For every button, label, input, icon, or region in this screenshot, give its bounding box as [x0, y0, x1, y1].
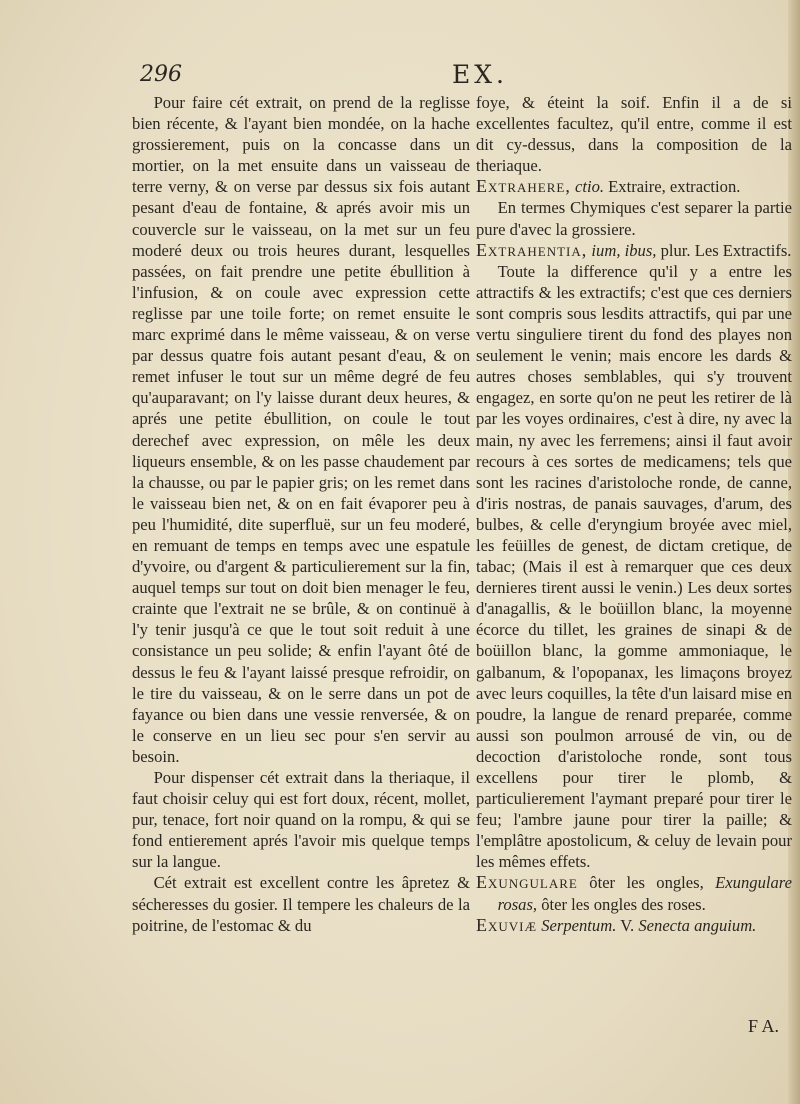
- entry-latin: Senecta anguium.: [638, 915, 757, 935]
- entry-headword: Extrahere,: [476, 176, 571, 197]
- running-head: EX.: [452, 60, 508, 89]
- right-column: [476, 92, 792, 936]
- entry-definition: ôter les ongles,: [589, 873, 704, 893]
- paragraph: Cét extrait est excellent contre les âpretez & sécheresses du gosier. Il tempere les chaleurs de la poitrine, de l'estomac & du: [132, 873, 470, 935]
- page-number: 296: [140, 62, 182, 87]
- entry-definition: Extraire, extraction.: [608, 177, 741, 197]
- entry-reference: V.: [620, 915, 635, 935]
- entry-latin: Exungulare rosas,: [497, 873, 792, 914]
- paragraph: Pour faire cét extrait, on prend de la reglisse bien récente, & l'ayant bien mondée, on la hache grossierement, puis on la concasse dans un mortier, on la met ensuite dans un vaisseau de terre verny, & on verse par dessus six fois autant pesant d'eau de fontaine, & aprés avoir mis un couvercle sur le vaisseau, on la met sur un feu moderé deux ou trois heures durant, lesquelles passées, on fait prendre une petite ébullition à l'infusion, & on coule avec expression cette reglisse par une toile forte; on remet ensuite le marc exprimé dans le même vaisseau, & on verse par dessus quatre fois autant pesant d'eau, & on remet infuser le tout sur un même degré de feu qu'auparavant; on l'y laisse durant deux heures, & aprés une petite ébullition, on coule le tout derechef avec expression, on mêle les deux liqueurs ensemble, & on les passe chaudement par la chausse, ou par le papier gris; on les remet dans le vaisseau bien net, & on en fait évaporer peu à peu l'humidité, dite superfluë, sur un feu moderé, en remuant de temps en temps avec une espatule d'yvoire, ou d'argent & particulierement sur la fin, auquel temps sur tout on doit bien menager le feu, crainte que l'extrait ne se brûle, & on continuë à l'y tenir jusqu'à ce que le tout soit reduit à une consistance un peu solide; & enfin l'ayant ôté de dessus le feu & l'ayant laissé presque refroidir, on le tire du vaisseau, & on le serre dans un pot de fayance ou bien dans une vessie renversée, & on le conserve en un lieu sec pour s'en servir au besoin.: [132, 93, 470, 766]
- dictionary-entry: [476, 176, 792, 197]
- entry-definition: ôter les ongles des roses.: [541, 894, 706, 914]
- entry-headword: Extrahentia,: [476, 239, 588, 260]
- dictionary-entry: [476, 240, 792, 261]
- paragraph: Pour dispenser cét extrait dans la theriaque, il faut choisir celuy qui est fort doux, récent, mollet, pur, tenace, fort noir quand on la rompu, & qui se fond entierement aprés l'avoir mis quelque temps sur la langue.: [132, 768, 470, 872]
- entry-headword: Exuviæ: [476, 914, 538, 935]
- signature-mark: F A.: [748, 1016, 780, 1036]
- dictionary-entry: [476, 872, 792, 914]
- entry-definition: plur. Les Extractifs.: [660, 240, 792, 260]
- paragraph: En termes Chymiques c'est separer la partie pure d'avec la grossiere.: [476, 198, 792, 239]
- page-header: [140, 62, 780, 92]
- left-column: [132, 92, 470, 936]
- entry-headword: Exungulare: [476, 872, 578, 893]
- entry-suffix: ium, ibus,: [591, 240, 657, 260]
- dictionary-entry: [476, 915, 792, 936]
- entry-suffix: ctio.: [574, 177, 605, 197]
- paragraph: foye, & éteint la soif. Enfin il a de si excellentes facultez, qu'il entre, comme il est dit cy-dessus, dans la composition de la theriaque.: [476, 93, 792, 176]
- paragraph: Toute la difference qu'il y a entre les attractifs & les extractifs; c'est que ces derniers sont compris sous lesdits attractifs, qui par une vertu singuliere tirent du fond des playes non seulement le venin; mais encore les dards & autres choses semblables, qui s'y trouvent engagez, en sorte qu'on ne peut les retirer de là par les voyes ordinaires, c'est à dire, ny avec la main, ny avec les ferremens; ainsi il faut avoir recours à ces sortes de medicamens; tels que sont les racines d'aristoloche ronde, de canne, d'iris nostras, de panais sauvages, d'arum, des bulbes, & celle d'eryngium broyée avec miel, les feüilles de genest, de dictam cretique, de tabac; (Mais il est à remarquer que ces deux dernieres tirent aussi le venin.) Les deux sortes d'anagallis, & le boüillon blanc, la moyenne écorce du tillet, les graines de sinapi & de boüillon blanc, la gomme ammoniaque, le galbanum, & l'opopanax, les limaçons broyez avec leurs coquilles, la tête d'un laisard mise en poudre, la langue de renard preparée, comme aussi son poulmon arrousé de vin, ou de decoction d'aristoloche ronde, sont tous excellens pour tirer le plomb, & particulierement l'aymant preparé pour tirer le feu; l'ambre jaune pour tirer la paille; & l'emplâtre apostolicum, & celuy de levain pour les mêmes effets.: [476, 261, 792, 872]
- entry-latin: Serpentum.: [541, 915, 617, 935]
